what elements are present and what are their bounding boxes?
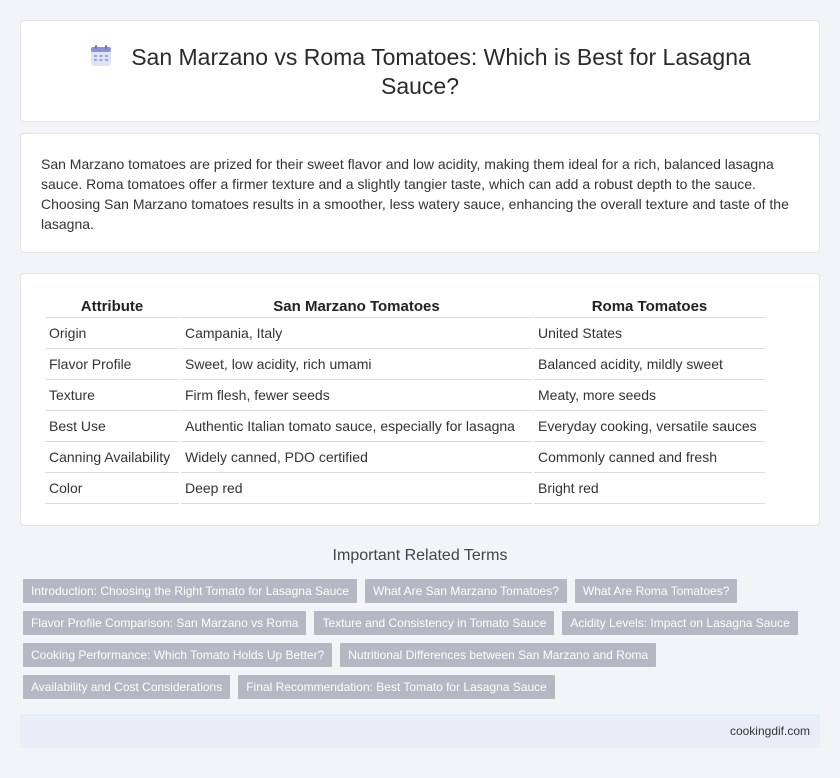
intro-card	[20, 133, 820, 253]
table-cell: Best Use	[45, 411, 179, 442]
table-cell: Campania, Italy	[181, 318, 532, 349]
table-cell: Everyday cooking, versatile sauces	[534, 411, 765, 442]
comparison-card	[20, 273, 820, 526]
table-cell: Bright red	[534, 473, 765, 504]
table-row	[45, 442, 765, 473]
related-term-tag[interactable]: Texture and Consistency in Tomato Sauce	[314, 611, 554, 635]
header-roma: Roma Tomatoes	[534, 296, 765, 318]
table-cell: United States	[534, 318, 765, 349]
table-row	[45, 380, 765, 411]
table-row	[45, 349, 765, 380]
tag-row	[23, 643, 803, 667]
table-cell: Texture	[45, 380, 179, 411]
tag-row	[23, 579, 803, 603]
related-term-tag[interactable]: What Are San Marzano Tomatoes?	[365, 579, 567, 603]
table-cell: Color	[45, 473, 179, 504]
header-attribute: Attribute	[45, 296, 179, 318]
related-term-tag[interactable]: What Are Roma Tomatoes?	[575, 579, 738, 603]
related-term-tag[interactable]: Introduction: Choosing the Right Tomato for Lasagna Sauce	[23, 579, 357, 603]
title-card	[20, 20, 820, 122]
page-title: San Marzano vs Roma Tomatoes: Which is Best for Lasagna Sauce?	[131, 44, 751, 99]
footer-site-link[interactable]: cookingdif.com	[729, 724, 810, 738]
table-cell: Meaty, more seeds	[534, 380, 765, 411]
table-cell: Sweet, low acidity, rich umami	[181, 349, 532, 380]
header-san-marzano: San Marzano Tomatoes	[181, 296, 532, 318]
related-term-tag[interactable]: Acidity Levels: Impact on Lasagna Sauce	[562, 611, 797, 635]
table-cell: Authentic Italian tomato sauce, especially for lasagna	[181, 411, 532, 442]
comparison-table	[43, 296, 767, 504]
related-terms-tags	[23, 579, 803, 707]
table-cell: Origin	[45, 318, 179, 349]
related-terms-heading: Important Related Terms	[332, 547, 508, 564]
table-cell: Widely canned, PDO certified	[181, 442, 532, 473]
tag-row	[23, 675, 803, 699]
related-term-tag[interactable]: Final Recommendation: Best Tomato for Lasagna Sauce	[238, 675, 555, 699]
table-cell: Deep red	[181, 473, 532, 504]
table-row	[45, 411, 765, 442]
intro-paragraph: San Marzano tomatoes are prized for their sweet flavor and low acidity, making them ideal for a rich, balanced lasagna sauce. Roma tomatoes offer a firmer texture and a slightly tangier taste, which can add a robust depth to the sauce. Choosing San Marzano tomatoes results in a smoother, less watery sauce, enhancing the overall texture and taste of the lasagna.	[41, 156, 789, 232]
related-term-tag[interactable]: Availability and Cost Considerations	[23, 675, 230, 699]
page-title-wrap	[21, 43, 819, 101]
footer	[20, 714, 820, 748]
table-cell: Canning Availability	[45, 442, 179, 473]
table-row	[45, 473, 765, 504]
table-cell: Flavor Profile	[45, 349, 179, 380]
table-row	[45, 318, 765, 349]
table-header-row	[45, 296, 765, 318]
related-term-tag[interactable]: Flavor Profile Comparison: San Marzano vs Roma	[23, 611, 306, 635]
table-cell: Commonly canned and fresh	[534, 442, 765, 473]
related-term-tag[interactable]: Nutritional Differences between San Marzano and Roma	[340, 643, 656, 667]
tag-row	[23, 611, 803, 635]
calendar-icon	[89, 44, 113, 68]
related-term-tag[interactable]: Cooking Performance: Which Tomato Holds Up Better?	[23, 643, 332, 667]
table-cell: Balanced acidity, mildly sweet	[534, 349, 765, 380]
table-cell: Firm flesh, fewer seeds	[181, 380, 532, 411]
